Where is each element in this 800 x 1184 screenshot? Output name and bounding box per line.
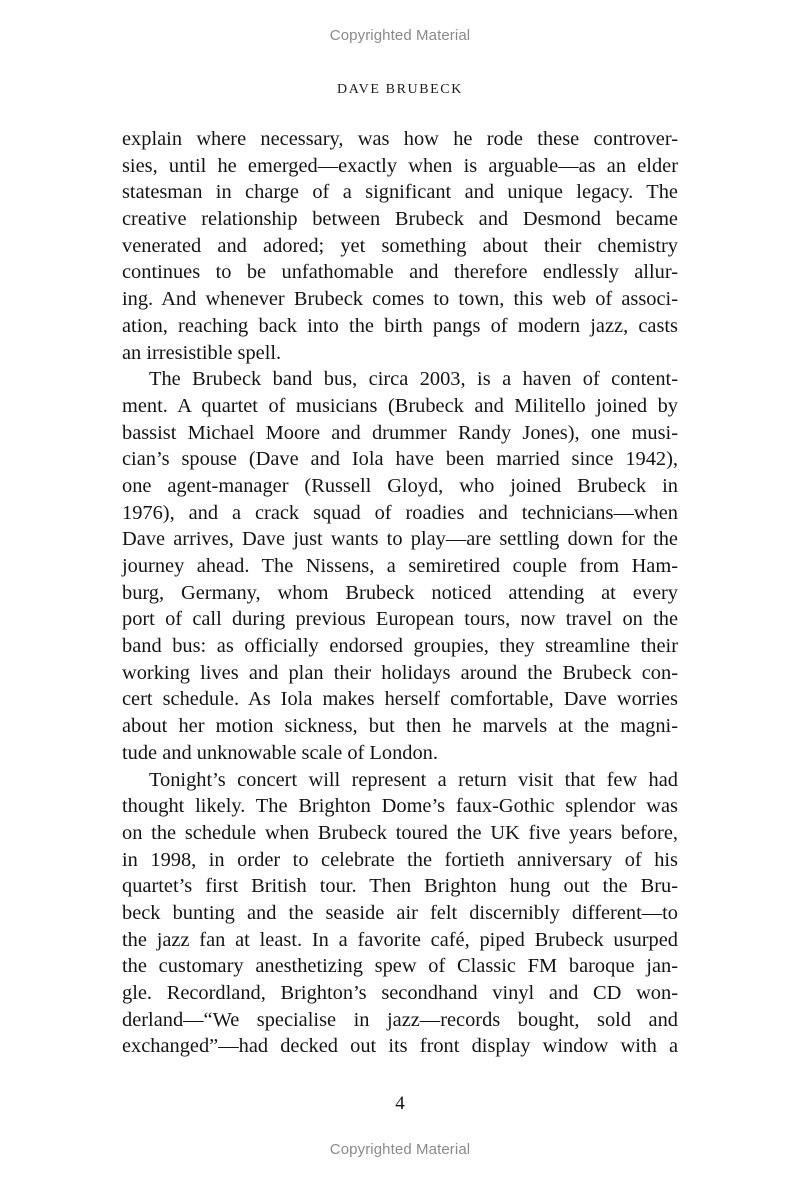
text-line: cert schedule. As Iola makes herself comfortable, Dave worries <box>122 688 678 711</box>
copyright-watermark-top: Copyrighted Material <box>329 27 471 44</box>
text-line: on the schedule when Brubeck toured the UK five years before, <box>122 821 678 844</box>
text-line: about her motion sickness, but then he marvels at the magni- <box>122 715 678 738</box>
text-line: 1976), and a crack squad of roadies and technicians—when <box>122 501 678 524</box>
text-line: The Brubeck band bus, circa 2003, is a haven of content- <box>149 368 678 391</box>
text-line: explain where necessary, was how he rode these controver- <box>122 128 678 150</box>
text-line: Tonight’s concert will represent a return visit that few had <box>149 768 678 791</box>
text-line: ing. And whenever Brubeck comes to town, this web of associ- <box>122 288 678 311</box>
copyright-watermark-bottom: Copyrighted Material <box>329 1141 471 1158</box>
text-line: burg, Germany, whom Brubeck noticed attending at every <box>122 581 678 604</box>
text-line: bassist Michael Moore and drummer Randy Jones), one musi- <box>122 421 678 444</box>
running-head: DAVE BRUBECK <box>337 82 463 97</box>
text-line: port of call during previous European tours, now travel on the <box>122 608 678 631</box>
paragraph <box>122 366 678 766</box>
body-text <box>122 126 678 1060</box>
text-line: cian’s spouse (Dave and Iola have been married since 1942), <box>122 448 678 471</box>
text-line: band bus: as officially endorsed groupies, they streamline their <box>122 635 678 658</box>
text-line: Dave arrives, Dave just wants to play—are settling down for the <box>122 528 678 551</box>
text-line: venerated and adored; yet something about their chemistry <box>122 234 678 257</box>
text-line: beck bunting and the seaside air felt discernibly different—to <box>122 901 678 924</box>
text-line: gle. Recordland, Brighton’s secondhand vinyl and CD won- <box>122 982 678 1004</box>
text-line: the customary anesthetizing spew of Classic FM baroque jan- <box>122 955 678 978</box>
text-line: one agent-manager (Russell Gloyd, who joined Brubeck in <box>122 474 678 497</box>
text-line: thought likely. The Brighton Dome’s faux-Gothic splendor was <box>122 795 678 818</box>
page-number: 4 <box>395 1093 405 1114</box>
paragraph <box>122 767 678 1061</box>
text-line: continues to be unfathomable and therefore endlessly allur- <box>122 261 678 284</box>
text-line: tude and unknowable scale of London. <box>122 741 438 764</box>
text-line: an irresistible spell. <box>122 341 282 364</box>
text-line: journey ahead. The Nissens, a semiretired couple from Ham- <box>122 555 678 577</box>
text-line: derland—“We specialise in jazz—records bought, sold and <box>122 1008 678 1031</box>
text-line: the jazz fan at least. In a favorite café, piped Brubeck usurped <box>122 928 678 951</box>
text-line: statesman in charge of a significant and unique legacy. The <box>122 181 678 204</box>
paragraph <box>122 126 678 366</box>
text-line: ment. A quartet of musicians (Brubeck and Militello joined by <box>122 394 678 417</box>
text-line: exchanged”—had decked out its front display window with a <box>122 1035 678 1058</box>
text-line: creative relationship between Brubeck and Desmond became <box>122 208 678 231</box>
text-line: quartet’s first British tour. Then Brighton hung out the Bru- <box>122 875 678 898</box>
text-line: in 1998, in order to celebrate the fortieth anniversary of his <box>122 848 678 871</box>
text-line: working lives and plan their holidays around the Brubeck con- <box>122 661 678 684</box>
text-line: sies, until he emerged—exactly when is arguable—as an elder <box>122 154 678 177</box>
text-line: ation, reaching back into the birth pangs of modern jazz, casts <box>122 314 678 337</box>
